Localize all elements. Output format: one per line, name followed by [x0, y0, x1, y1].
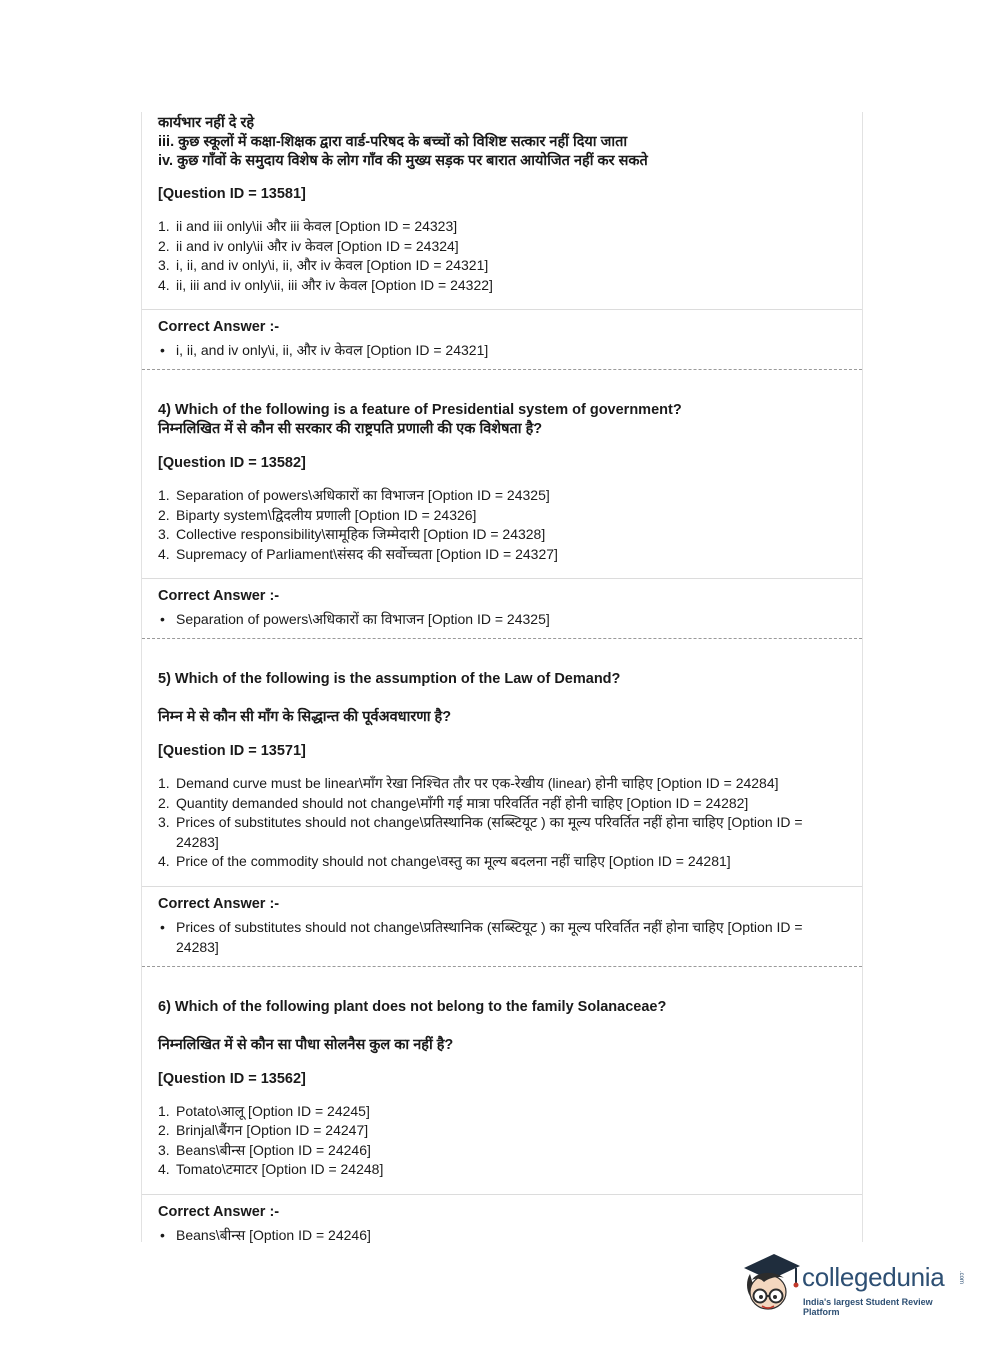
option-item: [158, 1102, 846, 1122]
option-text: Biparty system\द्विदलीय प्रणाली [Option ID = 24326]: [176, 506, 477, 523]
question-id: [Question ID = 13582]: [158, 455, 306, 471]
statement-line: iv. कुछ गाँवों के समुदाय विशेष के लोग गाँव की मुख्य सड़क पर बारात आयोजित नहीं कर सकते: [158, 153, 648, 169]
question-id: [Question ID = 13571]: [158, 743, 306, 759]
option-item: [158, 794, 846, 814]
question-title: 6) Which of the following plant does not belong to the family Solanaceae?: [158, 998, 667, 1015]
question-title-hindi: निम्नलिखित में से कौन सा पौधा सोलनैस कुल का नहीं है?: [158, 1036, 454, 1053]
correct-answer-block: [142, 887, 862, 966]
option-item: [158, 256, 846, 276]
option-text: ii and iii only\ii और iii केवल [Option ID = 24323]: [176, 218, 458, 234]
option-list: [158, 774, 846, 872]
option-number: 3.: [158, 257, 170, 273]
option-item: [158, 545, 846, 565]
option-number: 2.: [158, 1122, 170, 1138]
question-title-hindi: निम्नलिखित में से कौन सी सरकार की राष्ट्रपति प्रणाली की एक विशेषता है?: [158, 421, 543, 437]
option-number: 2.: [158, 506, 170, 523]
option-text: ii, iii and iv only\ii, iii और iv केवल [Option ID = 24322]: [176, 276, 493, 293]
option-item: [158, 774, 846, 794]
option-item: [158, 506, 846, 526]
correct-answer-text: i, ii, and iv only\i, ii, और iv केवल [Option ID = 24321]: [176, 342, 489, 358]
question-title: 5) Which of the following is the assumption of the Law of Demand?: [158, 671, 621, 687]
option-number: 4.: [158, 545, 170, 562]
correct-answer-label: Correct Answer :-: [158, 895, 280, 912]
question-3-continuation: [142, 112, 862, 295]
correct-answer-label: Correct Answer :-: [158, 319, 280, 335]
option-text: Price of the commodity should not change\वस्तु का मूल्य बदलना नहीं चाहिए [Option ID = 24281]: [176, 853, 731, 869]
option-number: 1.: [158, 775, 170, 791]
option-number: 4.: [158, 853, 170, 869]
question-id: [Question ID = 13581]: [158, 186, 306, 202]
option-number: 1.: [158, 1102, 170, 1119]
correct-answer-text: Beans\बीन्स [Option ID = 24246]: [176, 1226, 371, 1243]
correct-answer-item: [158, 609, 846, 629]
option-item: [158, 1141, 846, 1161]
option-item: [158, 852, 846, 872]
option-item: [158, 813, 846, 852]
bullet: •: [160, 342, 165, 358]
option-number: 4.: [158, 276, 170, 293]
option-text: i, ii, and iv only\i, ii, और iv केवल [Option ID = 24321]: [176, 257, 489, 273]
question-5: [142, 639, 862, 872]
option-item: [158, 525, 846, 545]
logo-tagline: India's largest Student Review Platform: [803, 1297, 933, 1317]
option-item: [158, 1121, 846, 1141]
question-6: [142, 967, 862, 1180]
mascot-icon: [740, 1250, 802, 1314]
bullet: •: [160, 918, 165, 935]
option-list: [158, 486, 846, 564]
option-text: ii and iv only\ii और iv केवल [Option ID = 24324]: [176, 237, 459, 254]
option-number: 1.: [158, 218, 170, 234]
option-number: 1.: [158, 487, 170, 503]
option-text: Quantity demanded should not change\माँगी गई मात्रा परिवर्तित नहीं होनी चाहिए [Option ID = 24282]: [176, 794, 749, 811]
option-item: [158, 237, 846, 257]
option-item: [158, 1160, 846, 1180]
option-number: 2.: [158, 794, 170, 811]
correct-answer-item: [158, 340, 846, 360]
option-item: [158, 276, 846, 296]
option-number: 2.: [158, 237, 170, 254]
question-id: [Question ID = 13562]: [158, 1070, 306, 1087]
bullet: •: [160, 1226, 165, 1243]
option-text: Prices of substitutes should not change\प्रतिस्थानिक (सब्स्टियूट ) का मूल्य परिवर्तित नहीं होना चाहिए [Option ID = 24283]: [176, 814, 803, 850]
option-number: 3.: [158, 1141, 170, 1158]
option-item: [158, 486, 846, 506]
question-title-hindi: निम्न मे से कौन सी माँग के सिद्धान्त की पूर्वअवधारणा है?: [158, 709, 452, 725]
option-list: [158, 217, 846, 295]
correct-answer-item: [158, 1225, 846, 1245]
correct-answer-label: Correct Answer :-: [158, 1203, 280, 1220]
collegedunia-logo[interactable]: [740, 1248, 970, 1318]
bullet: •: [160, 611, 165, 627]
correct-answer-label: Correct Answer :-: [158, 588, 280, 604]
statement-line: कार्यभार नहीं दे रहे: [158, 115, 255, 131]
question-sheet: [141, 112, 863, 1242]
option-text: Brinjal\बैंगन [Option ID = 24247]: [176, 1122, 369, 1138]
question-4: [142, 370, 862, 564]
option-text: Supremacy of Parliament\संसद की सर्वोच्चता [Option ID = 24327]: [176, 545, 558, 562]
logo-wordmark: collegedunia: [802, 1262, 945, 1292]
option-text: Separation of powers\अधिकारों का विभाजन [Option ID = 24325]: [176, 487, 550, 503]
option-number: 3.: [158, 814, 170, 830]
option-number: 4.: [158, 1161, 170, 1177]
correct-answer-block: [142, 1195, 862, 1254]
logo-domain-suffix: .com: [958, 1271, 964, 1285]
option-text: Potato\आलू [Option ID = 24245]: [176, 1102, 370, 1119]
statement-line: iii. कुछ स्कूलों में कक्षा-शिक्षक द्वारा वार्ड-परिषद के बच्चों को विशिष्ट सत्कार नहीं दिया जाता: [158, 134, 628, 150]
question-title: 4) Which of the following is a feature of Presidential system of government?: [158, 402, 682, 418]
option-text: Beans\बीन्स [Option ID = 24246]: [176, 1141, 371, 1158]
option-list: [158, 1102, 846, 1180]
correct-answer-text: Separation of powers\अधिकारों का विभाजन [Option ID = 24325]: [176, 611, 550, 627]
option-number: 3.: [158, 526, 170, 542]
correct-answer-block: [142, 310, 862, 369]
correct-answer-text: Prices of substitutes should not change\प्रतिस्थानिक (सब्स्टियूट ) का मूल्य परिवर्तित नहीं होना चाहिए [Option ID = 24283]: [176, 918, 803, 955]
option-item: [158, 217, 846, 237]
correct-answer-item: [158, 917, 846, 957]
option-text: Tomato\टमाटर [Option ID = 24248]: [176, 1161, 384, 1177]
correct-answer-block: [142, 579, 862, 638]
option-text: Demand curve must be linear\माँग रेखा निश्चित तौर पर एक-रेखीय (linear) होनी चाहिए [Option ID = 24284]: [176, 775, 779, 791]
option-text: Collective responsibility\सामूहिक जिम्मेदारी [Option ID = 24328]: [176, 526, 546, 542]
